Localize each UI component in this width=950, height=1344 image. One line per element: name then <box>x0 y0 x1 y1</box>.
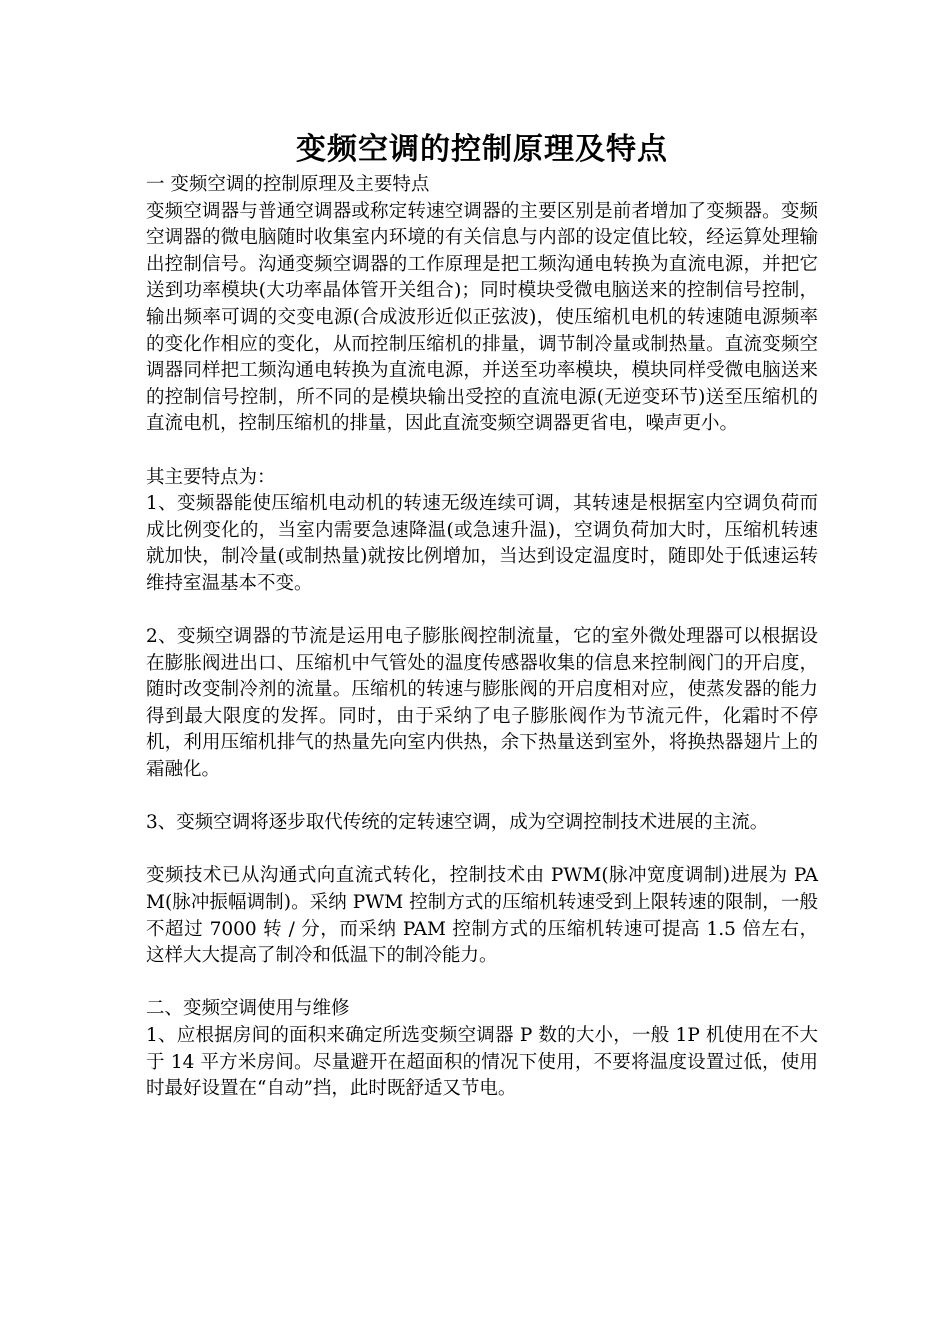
document-body <box>146 172 818 1103</box>
paragraph: 2、变频空调器的节流是运用电子膨胀阀控制流量，它的室外微处理器可以根据设在膨胀阀进出口、压缩机中气管处的温度传感器收集的信息来控制阀门的开启度，随时改变制冷剂的流量。压缩机的转速与膨胀阀的开启度相对应，使蒸发器的能力得到最大限度的发挥。同时，由于采纳了电子膨胀阀作为节流元件，化霜时不停机，利用压缩机排气的热量先向室内供热，余下热量送到室外，将换热器翅片上的霜融化。 <box>146 626 818 781</box>
document-page <box>146 128 818 1103</box>
paragraph-gap <box>146 598 818 625</box>
paragraph: 变频技术已从沟通式向直流式转化，控制技术由 PWM(脉冲宽度调制)进展为 PAM(脉冲振幅调制)。采纳 PWM 控制方式的压缩机转速受到上限转速的限制，一般不超过 7000 转 / 分，而采纳 PAM 控制方式的压缩机转速可提高 1.5 倍左右，这样大大提高了制冷和低温下的制冷能力。 <box>146 865 818 967</box>
paragraph-gap <box>146 784 818 811</box>
paragraph: 其主要特点为： <box>146 466 276 488</box>
paragraph-gap <box>146 970 818 997</box>
paragraph: 二、变频空调使用与维修 <box>146 998 350 1020</box>
paragraph: 1、应根据房间的面积来确定所选变频空调器 P 数的大小，一般 1P 机使用在不大于 14 平方米房间。尽量避开在超面积的情况下使用，不要将温度设置过低，使用时最好设置在“自动”挡，此时既舒适又节电。 <box>146 1025 818 1100</box>
paragraph: 1、变频器能使压缩机电动机的转速无级连续可调，其转速是根据室内空调负荷而成比例变化的，当室内需要急速降温(或急速升温)，空调负荷加大时，压缩机转速就加快，制冷量(或制热量)就按比例增加，当达到设定温度时，随即处于低速运转维持室温基本不变。 <box>146 493 818 594</box>
paragraph-gap <box>146 837 818 864</box>
paragraph: 3、变频空调将逐步取代传统的定转速空调，成为空调控制技术进展的主流。 <box>146 812 769 834</box>
paragraph: 变频空调器与普通空调器或称定转速空调器的主要区别是前者增加了变频器。变频空调器的微电脑随时收集室内环境的有关信息与内部的设定值比较，经运算处理输出控制信号。沟通变频空调器的工作原理是把工频沟通电转换为直流电源，并把它送到功率模块(大功率晶体管开关组合)；同时模块受微电脑送来的控制信号控制，输出频率可调的交变电源(合成波形近似正弦波)，使压缩机电机的转速随电源频率的变化作相应的变化，从而控制压缩机的排量，调节制冷量或制热量。直流变频空调器同样把工频沟通电转换为直流电源，并送至功率模块，模块同样受微电脑送来的控制信号控制，所不同的是模块输出受控的直流电源(无逆变环节)送至压缩机的直流电机，控制压缩机的排量，因此直流变频空调器更省电，噪声更小。 <box>146 200 818 435</box>
document-title: 变频空调的控制原理及特点 <box>296 132 668 167</box>
paragraph-gap <box>146 438 818 465</box>
paragraph: 一 变频空调的控制原理及主要特点 <box>146 174 430 195</box>
